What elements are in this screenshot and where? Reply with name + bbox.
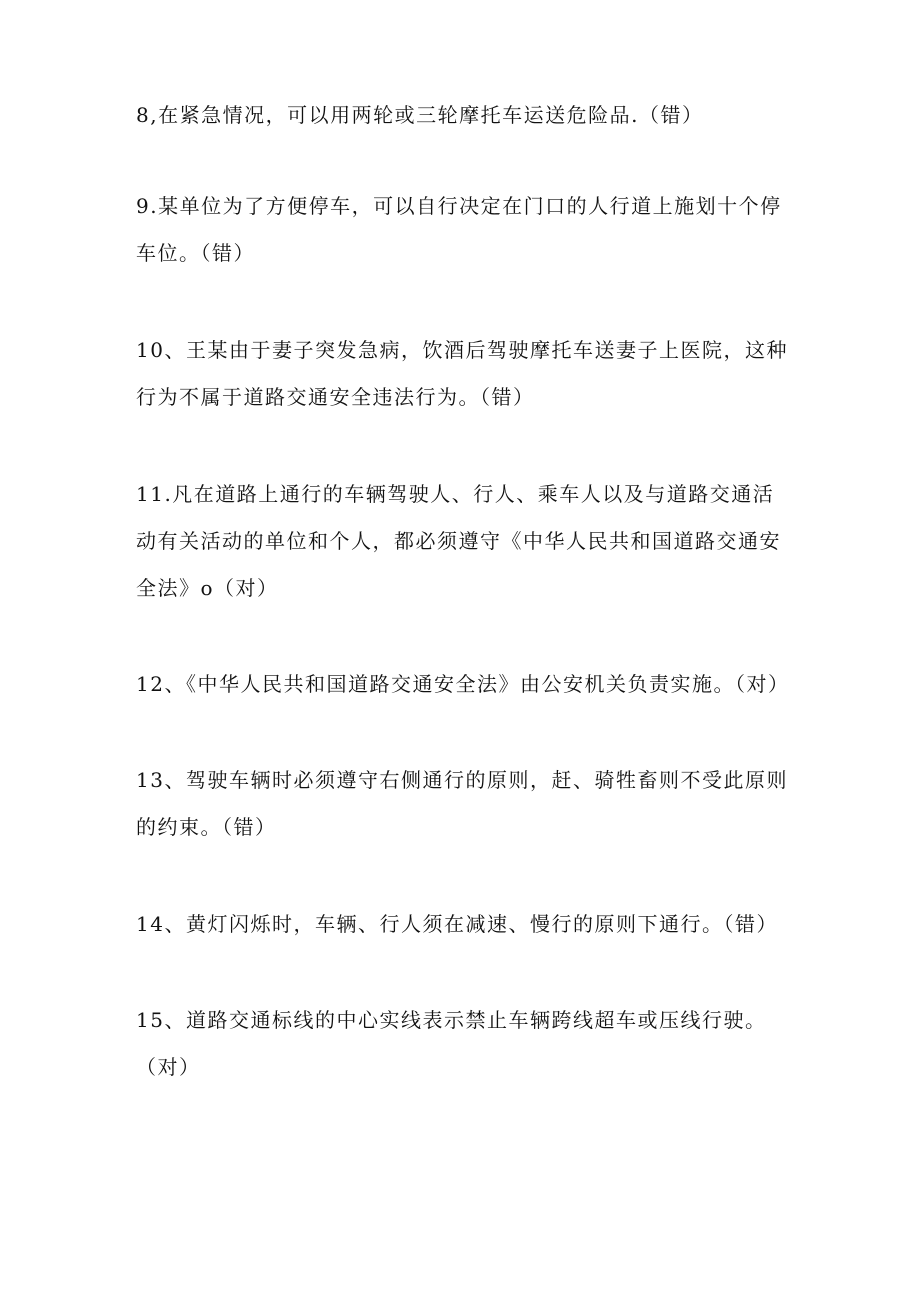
question-15	[136, 997, 786, 1091]
question-text-line: 的约束。（错）	[136, 815, 277, 839]
question-11	[136, 471, 786, 612]
question-text-line: 动有关活动的单位和个人，都必须遵守《中华人民共和国道路交通安	[136, 529, 781, 553]
question-text-line: 12、《中华人民共和国道路交通安全法》由公安机关负责实施。（对）	[136, 672, 790, 696]
question-text-line: （对）	[136, 1055, 201, 1079]
question-text-line: 11.凡在道路上通行的车辆驾驶人、行人、乘车人以及与道路交通活	[136, 482, 775, 506]
question-13	[136, 757, 786, 851]
question-text-line: 10、王某由于妻子突发急病，饮酒后驾驶摩托车送妻子上医院，这种	[136, 338, 788, 362]
question-9	[136, 183, 786, 277]
question-text-line: 14、黄灯闪烁时，车辆、行人须在减速、慢行的原则下通行。（错）	[136, 912, 778, 936]
question-text-line: 行为不属于道路交通安全违法行为。（错）	[136, 385, 535, 409]
question-text-line: 8,在紧急情况，可以用两轮或三轮摩托车运送危险品.（错）	[136, 103, 704, 127]
question-12	[136, 661, 790, 708]
question-text-line: 车位。（错）	[136, 241, 255, 265]
question-text-line: 全法》o（对）	[136, 576, 279, 600]
question-text-line: 9.某单位为了方便停车，可以自行决定在门口的人行道上施划十个停	[136, 194, 782, 218]
question-10	[136, 327, 786, 421]
question-text-line: 15、道路交通标线的中心实线表示禁止车辆跨线超车或压线行驶。	[136, 1008, 767, 1032]
question-text-line: 13、驾驶车辆时必须遵守右侧通行的原则，赶、骑牲畜则不受此原则	[136, 768, 788, 792]
question-8	[136, 92, 786, 139]
question-14	[136, 901, 786, 948]
